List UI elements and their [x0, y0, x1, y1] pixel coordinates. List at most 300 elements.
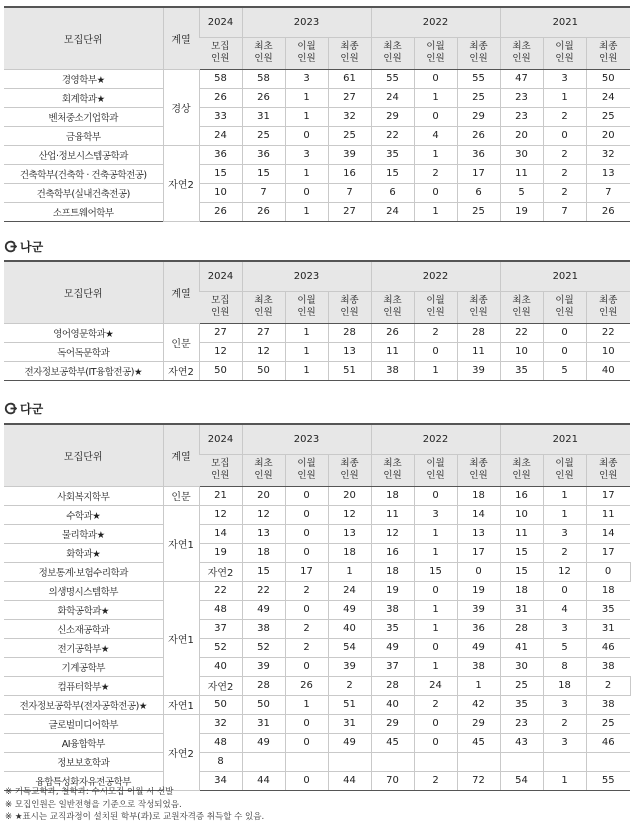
value-cell: 15: [371, 164, 414, 183]
table-row: [4, 638, 630, 657]
value-cell: 5: [500, 183, 543, 202]
year-header: 2024: [199, 7, 242, 37]
value-cell: 35: [500, 361, 543, 380]
sub-header-label: 이월 인원: [555, 41, 574, 64]
value-cell: 35: [371, 619, 414, 638]
sub-header: [371, 454, 414, 486]
track-cell: 자연2: [163, 714, 199, 790]
value-cell: [500, 752, 543, 771]
value-cell: 2: [414, 771, 457, 790]
value-cell: 50: [242, 695, 285, 714]
value-cell: 25: [457, 202, 500, 221]
value-cell: 0: [285, 733, 328, 752]
value-cell: 2: [543, 164, 586, 183]
value-cell: 55: [371, 69, 414, 88]
sub-header: [285, 454, 328, 486]
value-cell: 7: [328, 183, 371, 202]
value-cell: 49: [371, 638, 414, 657]
value-cell: 38: [371, 600, 414, 619]
value-cell: 26: [242, 88, 285, 107]
value-cell: 0: [414, 69, 457, 88]
value-cell: 2: [328, 676, 371, 695]
value-cell: 19: [500, 202, 543, 221]
value-cell: 2: [285, 638, 328, 657]
value-cell: 3: [543, 524, 586, 543]
value-cell: 4: [543, 600, 586, 619]
table-row: [4, 323, 630, 342]
table-row: [4, 600, 630, 619]
sub-header-label: 이월 인원: [426, 41, 445, 64]
unit-name: 경영학부★: [4, 69, 163, 88]
value-cell: 0: [414, 581, 457, 600]
table-row: [4, 164, 630, 183]
sub-header-label: 모집 인원: [211, 295, 230, 318]
value-cell: 38: [457, 657, 500, 676]
value-cell: 25: [500, 676, 543, 695]
value-cell: 32: [199, 714, 242, 733]
table-row: [4, 733, 630, 752]
sub-header-label: 이월 인원: [297, 458, 316, 481]
sub-header: [328, 291, 371, 323]
value-cell: 44: [328, 771, 371, 790]
value-cell: 36: [457, 619, 500, 638]
track-cell: 자연1: [163, 505, 199, 581]
value-cell: 45: [457, 733, 500, 752]
value-cell: [242, 752, 285, 771]
table-row: [4, 581, 630, 600]
value-cell: 0: [285, 486, 328, 505]
sub-header-label: 최초 인원: [512, 41, 531, 64]
value-cell: 36: [199, 145, 242, 164]
value-cell: 35: [586, 600, 630, 619]
value-cell: [285, 752, 328, 771]
value-cell: 29: [457, 107, 500, 126]
table-row: [4, 714, 630, 733]
arrow-circle-icon: [4, 402, 17, 415]
value-cell: 1: [285, 164, 328, 183]
value-cell: 0: [586, 562, 630, 581]
value-cell: 14: [457, 505, 500, 524]
value-cell: 17: [586, 543, 630, 562]
value-cell: 0: [543, 323, 586, 342]
value-cell: 29: [457, 714, 500, 733]
value-cell: 14: [586, 524, 630, 543]
value-cell: 32: [328, 107, 371, 126]
value-cell: 26: [199, 88, 242, 107]
unit-name: 금융학부: [4, 126, 163, 145]
table-row: [4, 676, 630, 695]
year-header: 2023: [242, 261, 371, 291]
table-row: [4, 562, 630, 581]
value-cell: 50: [199, 695, 242, 714]
value-cell: 33: [199, 107, 242, 126]
value-cell: 17: [457, 543, 500, 562]
footnote: ※ 기독교학과, 철학과: 수시모집 이월 시 선발: [5, 787, 174, 797]
track-cell: 자연2: [199, 562, 242, 581]
value-cell: 4: [414, 126, 457, 145]
table-row: [4, 657, 630, 676]
value-cell: 24: [371, 88, 414, 107]
value-cell: 26: [371, 323, 414, 342]
value-cell: 16: [500, 486, 543, 505]
sub-header-label: 최초 인원: [254, 458, 273, 481]
value-cell: 32: [586, 145, 630, 164]
unit-name: 회계학과★: [4, 88, 163, 107]
value-cell: 0: [543, 126, 586, 145]
value-cell: 17: [457, 164, 500, 183]
sub-header-label: 최종 인원: [599, 458, 618, 481]
value-cell: 1: [543, 88, 586, 107]
section-heading-na: [4, 238, 43, 255]
value-cell: 22: [371, 126, 414, 145]
value-cell: 25: [586, 714, 630, 733]
value-cell: 2: [543, 714, 586, 733]
sub-header: [457, 291, 500, 323]
table-row: [4, 361, 630, 380]
value-cell: 0: [457, 562, 500, 581]
value-cell: 20: [242, 486, 285, 505]
value-cell: 49: [242, 733, 285, 752]
value-cell: 2: [285, 581, 328, 600]
value-cell: 49: [242, 600, 285, 619]
value-cell: 28: [500, 619, 543, 638]
sub-header: [457, 37, 500, 69]
sub-header: [285, 37, 328, 69]
unit-name: 글로벌미디어학부: [4, 714, 163, 733]
sub-header-label: 최종 인원: [469, 41, 488, 64]
value-cell: 3: [543, 619, 586, 638]
value-cell: 2: [543, 145, 586, 164]
value-cell: 13: [242, 524, 285, 543]
value-cell: 6: [457, 183, 500, 202]
value-cell: 1: [414, 88, 457, 107]
value-cell: 1: [285, 88, 328, 107]
value-cell: 70: [371, 771, 414, 790]
value-cell: 40: [586, 361, 630, 380]
value-cell: [543, 752, 586, 771]
value-cell: 52: [242, 638, 285, 657]
value-cell: 0: [414, 733, 457, 752]
sub-header: [371, 37, 414, 69]
value-cell: 31: [586, 619, 630, 638]
value-cell: 12: [242, 342, 285, 361]
value-cell: 45: [371, 733, 414, 752]
value-cell: 0: [285, 657, 328, 676]
value-cell: 40: [328, 619, 371, 638]
value-cell: 24: [414, 676, 457, 695]
unit-name: 화학공학과★: [4, 600, 163, 619]
value-cell: 7: [586, 183, 630, 202]
table-row: [4, 126, 630, 145]
table-row: [4, 202, 630, 221]
value-cell: 11: [500, 524, 543, 543]
value-cell: 22: [586, 323, 630, 342]
value-cell: 16: [371, 543, 414, 562]
sub-header-label: 이월 인원: [426, 458, 445, 481]
value-cell: 49: [457, 638, 500, 657]
value-cell: 3: [285, 69, 328, 88]
sub-header-label: 최초 인원: [254, 295, 273, 318]
value-cell: 50: [199, 361, 242, 380]
track-cell: 자연2: [163, 145, 199, 221]
value-cell: 49: [328, 600, 371, 619]
col-header-track: 계열: [163, 261, 199, 323]
value-cell: 3: [543, 69, 586, 88]
value-cell: 41: [500, 638, 543, 657]
value-cell: 1: [285, 323, 328, 342]
value-cell: 15: [414, 562, 457, 581]
track-cell: 자연1: [163, 581, 199, 695]
value-cell: 15: [242, 562, 285, 581]
sub-header: [586, 291, 630, 323]
value-cell: 52: [199, 638, 242, 657]
year-header: 2021: [500, 7, 630, 37]
value-cell: 28: [242, 676, 285, 695]
value-cell: 12: [242, 505, 285, 524]
value-cell: 1: [285, 695, 328, 714]
value-cell: 7: [543, 202, 586, 221]
sub-header: [242, 37, 285, 69]
col-header-unit: 모집단위: [4, 424, 163, 486]
value-cell: 0: [285, 126, 328, 145]
value-cell: 0: [285, 771, 328, 790]
value-cell: 16: [328, 164, 371, 183]
value-cell: 1: [414, 619, 457, 638]
value-cell: 27: [199, 323, 242, 342]
table-row: [4, 69, 630, 88]
year-header: 2021: [500, 424, 630, 454]
unit-name: 수학과★: [4, 505, 163, 524]
sub-header: [457, 454, 500, 486]
value-cell: 13: [328, 342, 371, 361]
value-cell: 36: [457, 145, 500, 164]
value-cell: 0: [285, 543, 328, 562]
value-cell: 0: [285, 714, 328, 733]
value-cell: 0: [414, 342, 457, 361]
value-cell: 38: [371, 361, 414, 380]
value-cell: 11: [371, 505, 414, 524]
table-row: [4, 342, 630, 361]
unit-name: 영어영문학과★: [4, 323, 163, 342]
value-cell: 58: [242, 69, 285, 88]
value-cell: 24: [199, 126, 242, 145]
value-cell: 26: [285, 676, 328, 695]
unit-name: 벤처중소기업학과: [4, 107, 163, 126]
sub-header-label: 이월 인원: [297, 295, 316, 318]
value-cell: 3: [285, 145, 328, 164]
value-cell: [586, 752, 630, 771]
value-cell: 11: [500, 164, 543, 183]
value-cell: 13: [457, 524, 500, 543]
sub-header-label: 최종 인원: [340, 295, 359, 318]
unit-name: 정보통계·보험수리학과: [4, 562, 163, 581]
sub-header-label: 최종 인원: [340, 41, 359, 64]
value-cell: 24: [328, 581, 371, 600]
unit-name: 소프트웨어학부: [4, 202, 163, 221]
sub-header-label: 최종 인원: [469, 458, 488, 481]
value-cell: 0: [414, 107, 457, 126]
value-cell: 0: [285, 524, 328, 543]
value-cell: 46: [586, 733, 630, 752]
value-cell: 0: [414, 714, 457, 733]
value-cell: 21: [199, 486, 242, 505]
value-cell: 37: [199, 619, 242, 638]
sub-header: [285, 291, 328, 323]
value-cell: 40: [199, 657, 242, 676]
sub-header: [543, 291, 586, 323]
table-row: [4, 145, 630, 164]
value-cell: 44: [242, 771, 285, 790]
sub-header-label: 모집 인원: [211, 458, 230, 481]
table-row: [4, 619, 630, 638]
value-cell: 26: [199, 202, 242, 221]
unit-name: 신소재공학과: [4, 619, 163, 638]
year-header: 2022: [371, 7, 500, 37]
sub-header: [500, 454, 543, 486]
sub-header: [199, 454, 242, 486]
track-cell: 경상: [163, 69, 199, 145]
value-cell: 12: [328, 505, 371, 524]
year-header: 2021: [500, 261, 630, 291]
value-cell: 20: [586, 126, 630, 145]
value-cell: 1: [414, 202, 457, 221]
value-cell: 18: [457, 486, 500, 505]
sub-header: [543, 37, 586, 69]
value-cell: 24: [371, 202, 414, 221]
value-cell: 1: [328, 562, 371, 581]
value-cell: 48: [199, 733, 242, 752]
value-cell: 0: [414, 183, 457, 202]
value-cell: 0: [285, 505, 328, 524]
table-row: [4, 752, 630, 771]
sub-header-label: 최초 인원: [254, 41, 273, 64]
col-header-track: 계열: [163, 7, 199, 69]
sub-header-label: 최초 인원: [383, 41, 402, 64]
section-title: 다군: [20, 402, 44, 416]
value-cell: 2: [414, 323, 457, 342]
unit-name: 화학과★: [4, 543, 163, 562]
value-cell: 31: [242, 107, 285, 126]
sub-header: [328, 454, 371, 486]
value-cell: 27: [328, 88, 371, 107]
value-cell: 38: [586, 695, 630, 714]
value-cell: 18: [543, 676, 586, 695]
value-cell: 15: [199, 164, 242, 183]
sub-header-label: 최초 인원: [512, 458, 531, 481]
value-cell: 29: [371, 714, 414, 733]
value-cell: 2: [414, 695, 457, 714]
year-header: 2022: [371, 424, 500, 454]
value-cell: 30: [500, 657, 543, 676]
table-row: [4, 88, 630, 107]
value-cell: 23: [500, 714, 543, 733]
table-row: [4, 107, 630, 126]
unit-name: 컴퓨터학부★: [4, 676, 163, 695]
value-cell: 36: [242, 145, 285, 164]
value-cell: 18: [371, 562, 414, 581]
value-cell: 48: [199, 600, 242, 619]
value-cell: 38: [586, 657, 630, 676]
arrow-circle-icon: [4, 240, 17, 253]
header-row-years: [4, 424, 630, 454]
value-cell: 54: [328, 638, 371, 657]
value-cell: 23: [500, 107, 543, 126]
value-cell: 47: [500, 69, 543, 88]
table-row: [4, 695, 630, 714]
header-row-years: [4, 261, 630, 291]
sub-header-label: 이월 인원: [555, 295, 574, 318]
value-cell: [457, 752, 500, 771]
footnote: ※ ★표시는 교직과정이 설치된 학부(과)로 교원자격증 취득할 수 있음.: [5, 812, 265, 822]
value-cell: 0: [543, 581, 586, 600]
value-cell: 3: [543, 733, 586, 752]
sub-header-label: 최종 인원: [599, 41, 618, 64]
unit-name: 의생명시스템학부: [4, 581, 163, 600]
table-row: [4, 543, 630, 562]
value-cell: 2: [543, 183, 586, 202]
value-cell: 10: [199, 183, 242, 202]
value-cell: 17: [285, 562, 328, 581]
table-row: [4, 486, 630, 505]
sub-header: [199, 37, 242, 69]
value-cell: 10: [500, 505, 543, 524]
value-cell: 22: [199, 581, 242, 600]
value-cell: 51: [328, 361, 371, 380]
sub-header-label: 이월 인원: [426, 295, 445, 318]
value-cell: 26: [457, 126, 500, 145]
value-cell: 14: [199, 524, 242, 543]
value-cell: 1: [543, 486, 586, 505]
value-cell: 2: [586, 676, 630, 695]
value-cell: 26: [242, 202, 285, 221]
unit-name: 융합특성화자유전공학부: [4, 771, 163, 790]
value-cell: 29: [371, 107, 414, 126]
value-cell: 26: [586, 202, 630, 221]
section-heading-da: [4, 400, 43, 417]
value-cell: 37: [371, 657, 414, 676]
value-cell: 10: [586, 342, 630, 361]
value-cell: 0: [285, 183, 328, 202]
value-cell: 25: [586, 107, 630, 126]
value-cell: 13: [586, 164, 630, 183]
value-cell: 20: [328, 486, 371, 505]
sub-header-label: 최초 인원: [512, 295, 531, 318]
value-cell: 12: [371, 524, 414, 543]
value-cell: 39: [242, 657, 285, 676]
value-cell: 6: [371, 183, 414, 202]
value-cell: 1: [285, 361, 328, 380]
value-cell: 8: [543, 657, 586, 676]
value-cell: 40: [371, 695, 414, 714]
track-cell: 인문: [163, 486, 199, 505]
value-cell: 15: [500, 562, 543, 581]
col-header-unit: 모집단위: [4, 7, 163, 69]
value-cell: 18: [371, 486, 414, 505]
value-cell: 50: [242, 361, 285, 380]
footnote: ※ 모집인원은 일반전형을 기준으로 작성되었음.: [5, 799, 182, 810]
value-cell: 55: [457, 69, 500, 88]
value-cell: 39: [457, 361, 500, 380]
col-header-unit: 모집단위: [4, 261, 163, 323]
value-cell: 46: [586, 638, 630, 657]
value-cell: 35: [371, 145, 414, 164]
value-cell: 11: [586, 505, 630, 524]
admissions-table-ga: [4, 6, 630, 222]
value-cell: 28: [328, 323, 371, 342]
value-cell: 39: [328, 657, 371, 676]
value-cell: 1: [414, 543, 457, 562]
value-cell: 5: [543, 361, 586, 380]
